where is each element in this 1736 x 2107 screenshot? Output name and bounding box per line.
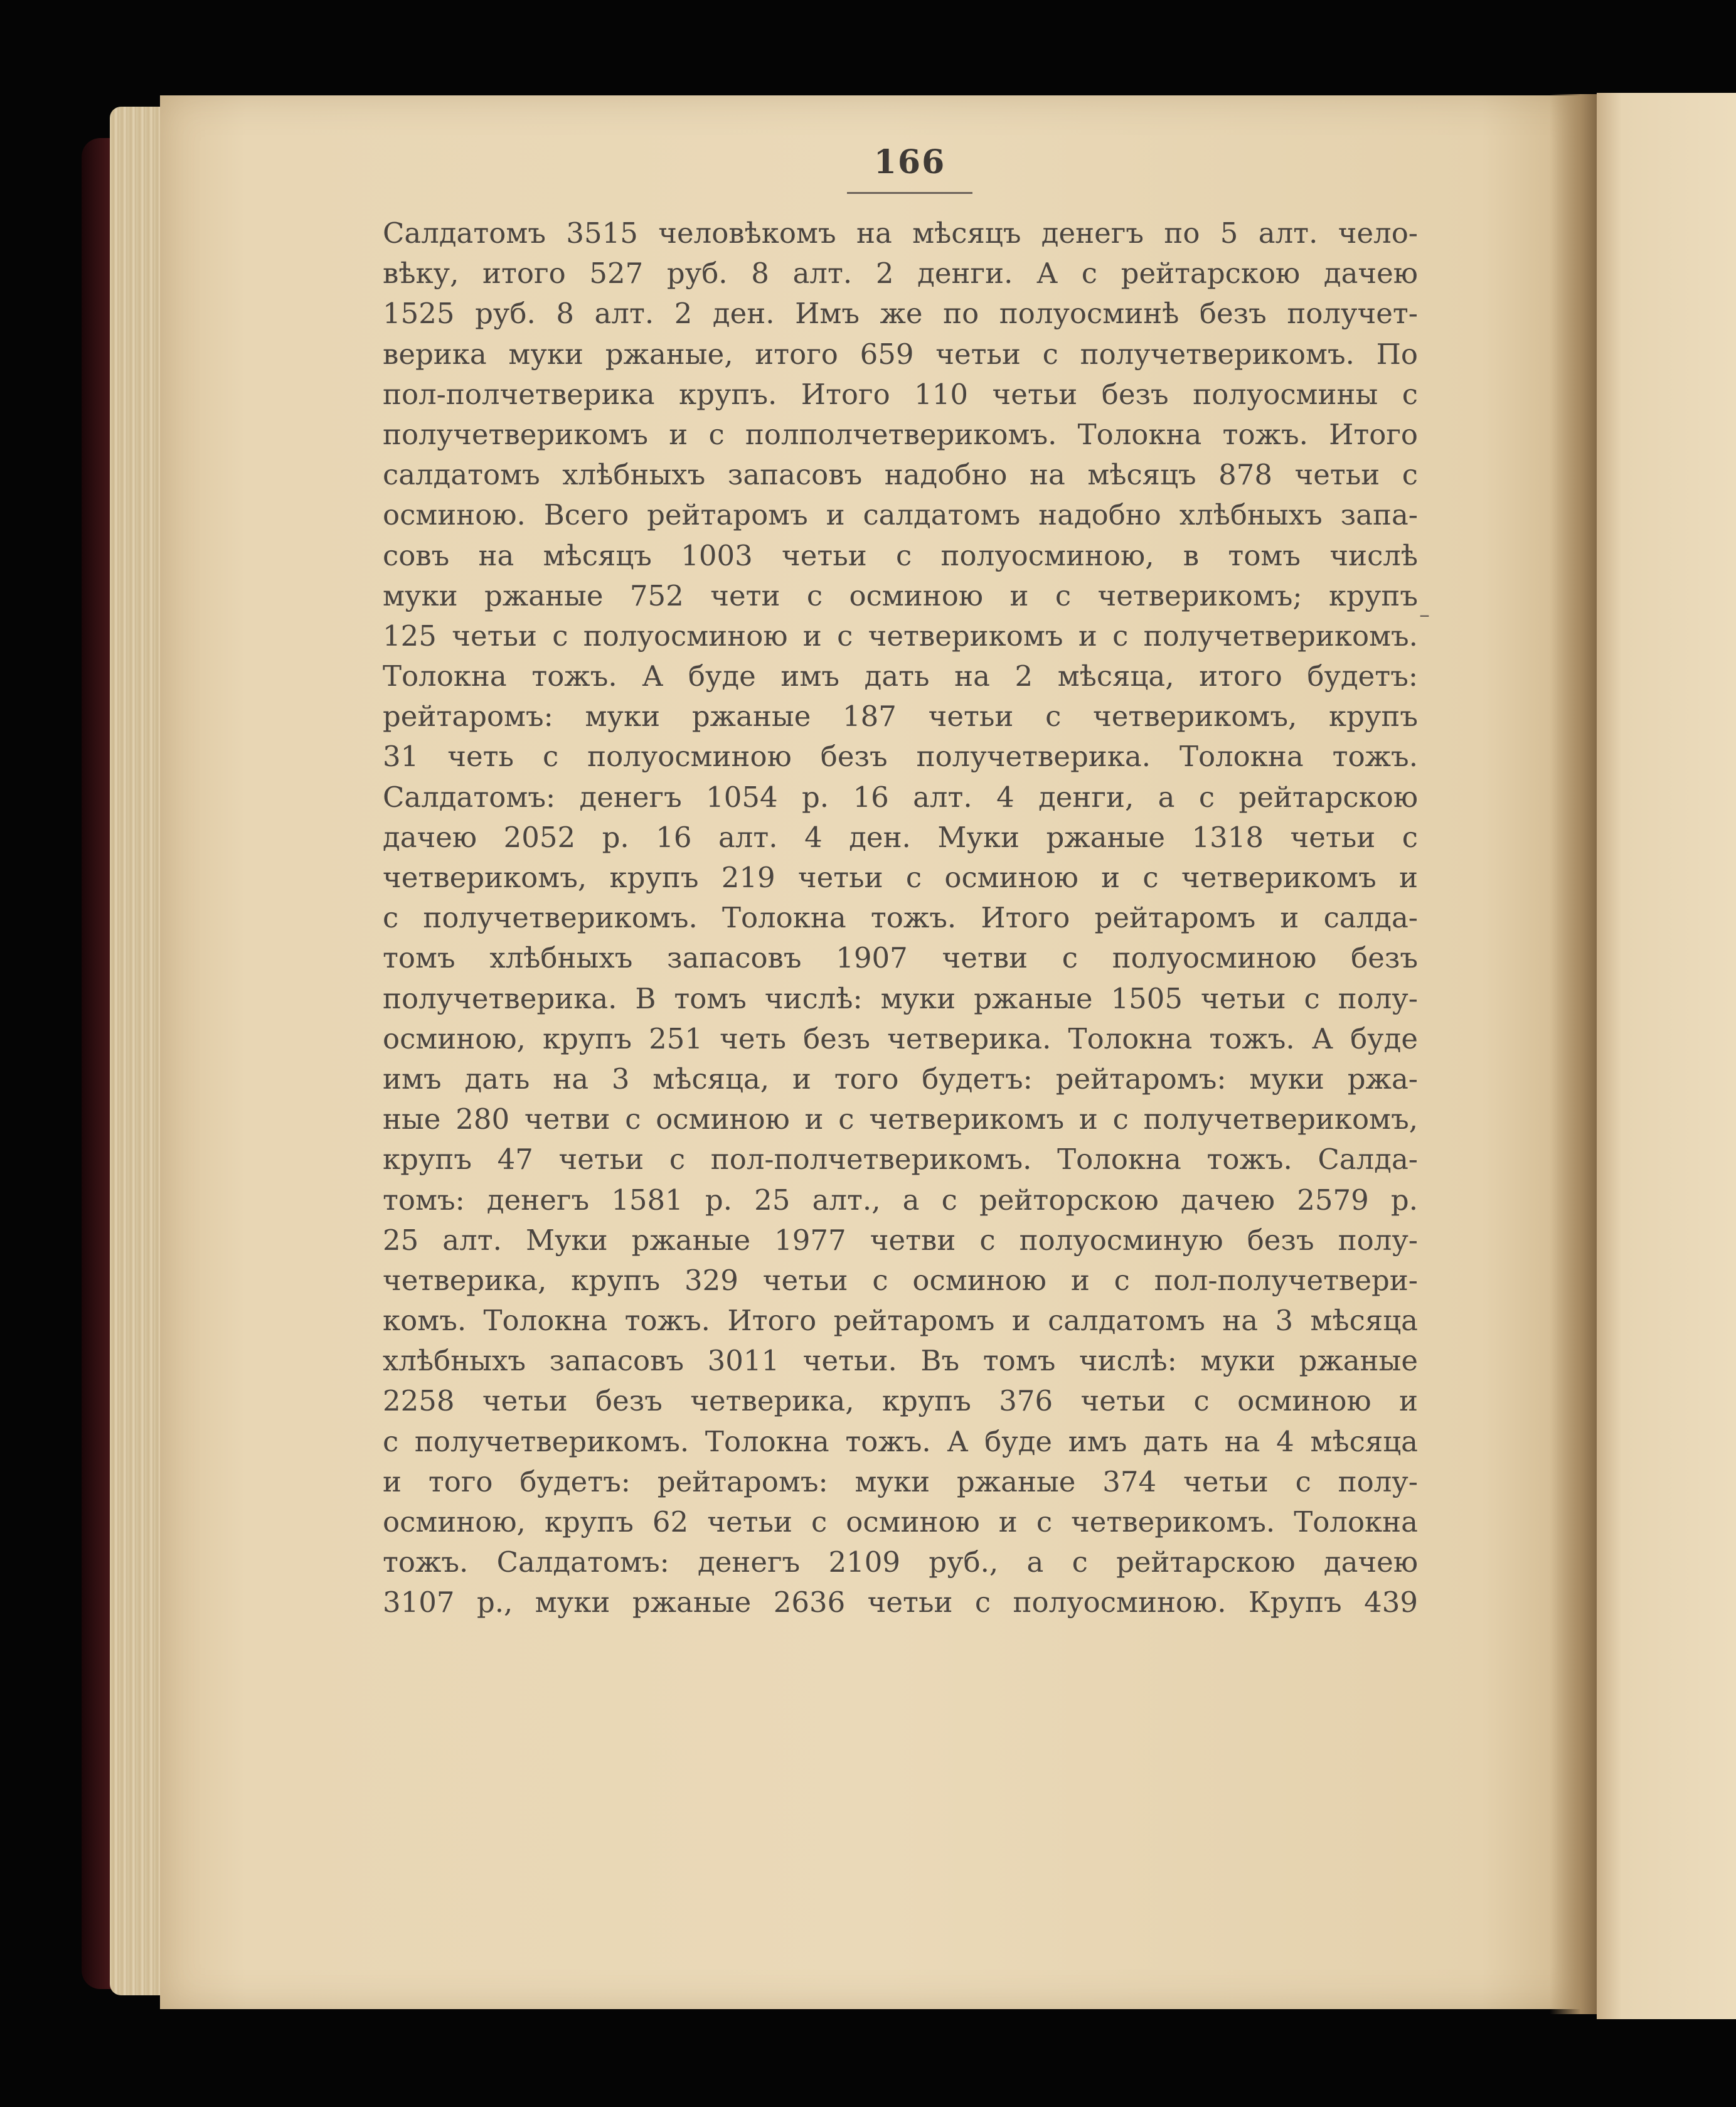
text-line: 25 алт. Муки ржаные 1977 четви с полуосминую безъ полу- xyxy=(383,1223,1418,1257)
facing-page xyxy=(1597,93,1736,2019)
text-line: верика муки ржаные, итого 659 четьи с получетверикомъ. По xyxy=(383,337,1418,371)
text-line: имъ дать на 3 мѣсяца, и того будетъ: рейтаромъ: муки ржа- xyxy=(383,1062,1418,1096)
text-line: Салдатомъ: денегъ 1054 р. 16 алт. 4 денги, а с рейтарскою xyxy=(383,780,1418,814)
text-line: крупъ 47 четьи с пол-полчетверикомъ. Толокна тожъ. Салда- xyxy=(383,1143,1418,1176)
text-line: муки ржаные 752 чети с осминою и с четверикомъ; крупъ xyxy=(383,579,1418,612)
text-line: ные 280 четви с осминою и с четверикомъ и с получетверикомъ, xyxy=(383,1102,1418,1136)
text-line: томъ хлѣбныхъ запасовъ 1907 четви с полуосминою безъ xyxy=(383,941,1418,975)
text-line: совъ на мѣсяцъ 1003 четьи с полуосминою, в томъ числѣ xyxy=(383,538,1418,572)
text-line: и того будетъ: рейтаромъ: муки ржаные 374 четьи с полу- xyxy=(383,1464,1418,1498)
text-line: 31 четь с полуосминою безъ получетверика. Толокна тожъ. xyxy=(383,740,1418,774)
text-line: 3107 р., муки ржаные 2636 четьи с полуосминою. Крупъ 439 xyxy=(383,1586,1418,1619)
text-line: пол-полчетверика крупъ. Итого 110 четьи безъ полуосмины с xyxy=(383,377,1418,411)
text-line: четверикомъ, крупъ 219 четьи с осминою и с четверикомъ и xyxy=(383,861,1418,894)
text-line: получетверикомъ и с полполчетверикомъ. Толокна тожъ. Итого xyxy=(383,417,1418,451)
text-line: комъ. Толокна тожъ. Итого рейтаромъ и салдатомъ на 3 мѣсяца xyxy=(383,1304,1418,1338)
page-number-rule xyxy=(847,192,972,194)
text-line: 2258 четьи безъ четверика, крупъ 376 четьи с осминою и xyxy=(383,1384,1418,1418)
margin-mark: – xyxy=(1419,602,1430,627)
page-number: 166 xyxy=(873,143,946,181)
text-line: осминою, крупъ 62 четьи с осминою и с четверикомъ. Толокна xyxy=(383,1505,1418,1539)
text-line: осминою, крупъ 251 четь безъ четверика. Толокна тожъ. А буде xyxy=(383,1021,1418,1055)
text-line: с получетверикомъ. Толокна тожъ. А буде имъ дать на 4 мѣсяца xyxy=(383,1424,1418,1458)
text-line: Толокна тожъ. А буде имъ дать на 2 мѣсяца, итого будетъ: xyxy=(383,659,1418,693)
body-text xyxy=(383,213,1418,1623)
text-line: с получетверикомъ. Толокна тожъ. Итого рейтаромъ и салда- xyxy=(383,901,1418,935)
text-line: хлѣбныхъ запасовъ 3011 четьи. Въ томъ числѣ: муки ржаные xyxy=(383,1344,1418,1378)
text-line: дачею 2052 р. 16 алт. 4 ден. Муки ржаные 1318 четьи с xyxy=(383,820,1418,854)
text-line: получетверика. В томъ числѣ: муки ржаные 1505 четьи с полу- xyxy=(383,981,1418,1015)
text-line: Салдатомъ 3515 человѣкомъ на мѣсяцъ денегъ по 5 алт. чело- xyxy=(383,216,1418,250)
text-line: четверика, крупъ 329 четьи с осминою и с пол-получетвери- xyxy=(383,1263,1418,1297)
text-line: томъ: денегъ 1581 р. 25 алт., а с рейторскою дачею 2579 р. xyxy=(383,1183,1418,1217)
text-line: тожъ. Салдатомъ: денегъ 2109 руб., а с рейтарскою дачею xyxy=(383,1545,1418,1579)
text-line: вѣку, итого 527 руб. 8 алт. 2 денги. А с рейтарскою дачею xyxy=(383,257,1418,291)
text-line: 125 четьи с полуосминою и с четверикомъ и с получетверикомъ. xyxy=(383,619,1418,653)
text-line: 1525 руб. 8 алт. 2 ден. Имъ же по полуосминѣ безъ получет- xyxy=(383,297,1418,331)
text-line: рейтаромъ: муки ржаные 187 четьи с четверикомъ, крупъ xyxy=(383,700,1418,733)
text-line: салдатомъ хлѣбныхъ запасовъ надобно на мѣсяцъ 878 четьи с xyxy=(383,458,1418,492)
text-line: осминою. Всего рейтаромъ и салдатомъ надобно хлѣбныхъ запа- xyxy=(383,498,1418,532)
